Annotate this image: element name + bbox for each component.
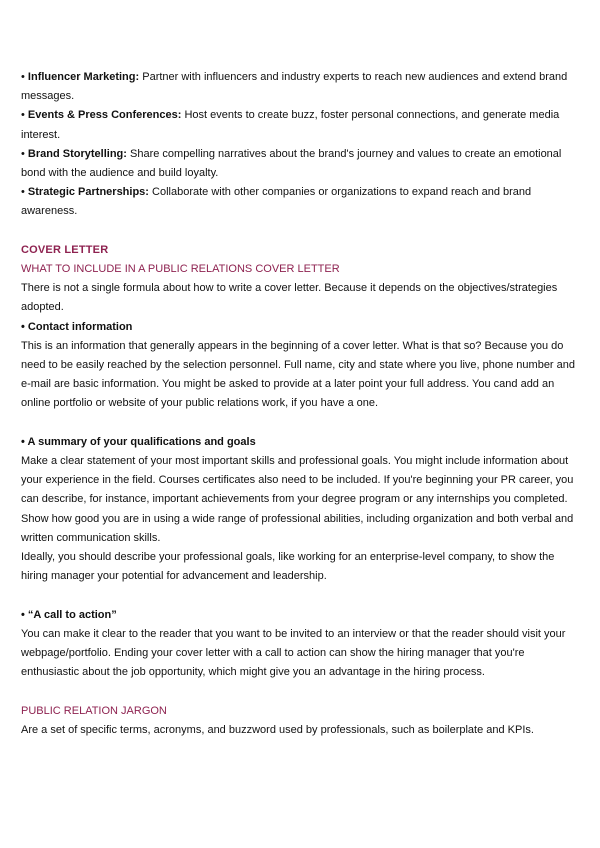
summary-title: • A summary of your qualifications and goals [21, 435, 256, 448]
bullet-term: Events & Press Conferences: [27, 109, 182, 122]
summary-text-goals: Ideally, you should describe your professional goals, like working for an enterprise-level company, to show the hiring manager your potential for advancement and leadership. [21, 551, 555, 583]
jargon-text: Are a set of specific terms, acronyms, and buzzword used by professionals, such as boilerplate and KPIs. [21, 723, 534, 736]
bullet-term: Brand Storytelling: [27, 147, 127, 160]
call-to-action-title: • “A call to action” [21, 608, 117, 621]
contact-information-title: • Contact information [21, 320, 133, 333]
bullet-item-events-press: • Events & Press Conferences: Host events to create buzz, foster personal connections, and generate media interest. [21, 109, 560, 141]
bullet-term: Strategic Partnerships: [27, 186, 149, 199]
cover-letter-heading: COVER LETTER [21, 243, 109, 256]
bullet-text: Collaborate with other companies or organizations to expand reach and brand awareness. [21, 186, 532, 218]
bullet-item-influencer-marketing: • Influencer Marketing: Partner with influencers and industry experts to reach new audiences and extend brand messages. [21, 71, 568, 103]
jargon-heading: PUBLIC RELATION JARGON [21, 704, 167, 717]
bullet-item-brand-storytelling: • Brand Storytelling: Share compelling narratives about the brand's journey and values to create an emotional bond with the audience and build loyalty. [21, 147, 562, 180]
bullet-list [21, 68, 576, 222]
summary-text: Make a clear statement of your most important skills and professional goals. You might include information about your experience in the field. Courses certificates also need to be included. If you're beginning your PR career, you can describe, for instance, important achievements from your degree program or any internships you completed. Show how good you are in using a wide range of professional abilities, including organization and both verbal and written communication skills. [21, 455, 574, 544]
call-to-action-text: You can make it clear to the reader that you want to be invited to an interview or that the reader should visit your webpage/portfolio. Ending your cover letter with a call to action can show the hiring manager that you're enthusiastic about the job opportunity, which might give you an advantage in the hiring process. [21, 627, 566, 679]
cover-letter-subheading: WHAT TO INCLUDE IN A PUBLIC RELATIONS COVER LETTER [21, 263, 340, 276]
bullet-item-strategic-partnerships: • Strategic Partnerships: Collaborate with other companies or organizations to expand reach and brand awareness. [21, 186, 532, 218]
bullet-term: Influencer Marketing: [27, 71, 140, 83]
contact-information-text: This is an information that generally appears in the beginning of a cover letter. What is that so? Because you do need to be easily reached by the selection personnel. Full name, city and state where you live, phone number and e-mail are basic information. You might be asked to provide at a later point your full address. You cand add an online portfolio or website of your public relations work, if you have a one. [21, 339, 576, 410]
cover-letter-intro: There is not a single formula about how to write a cover letter. Because it depends on the objectives/strategies adopted. [21, 282, 558, 314]
document-page [21, 68, 576, 740]
bullet-text: Host events to create buzz, foster personal connections, and generate media interest. [21, 109, 560, 141]
bullet-text: Partner with influencers and industry experts to reach new audiences and extend brand messages. [21, 71, 568, 103]
bullet-text: Share compelling narratives about the brand's journey and values to create an emotional bond with the audience and build loyalty. [21, 147, 562, 180]
